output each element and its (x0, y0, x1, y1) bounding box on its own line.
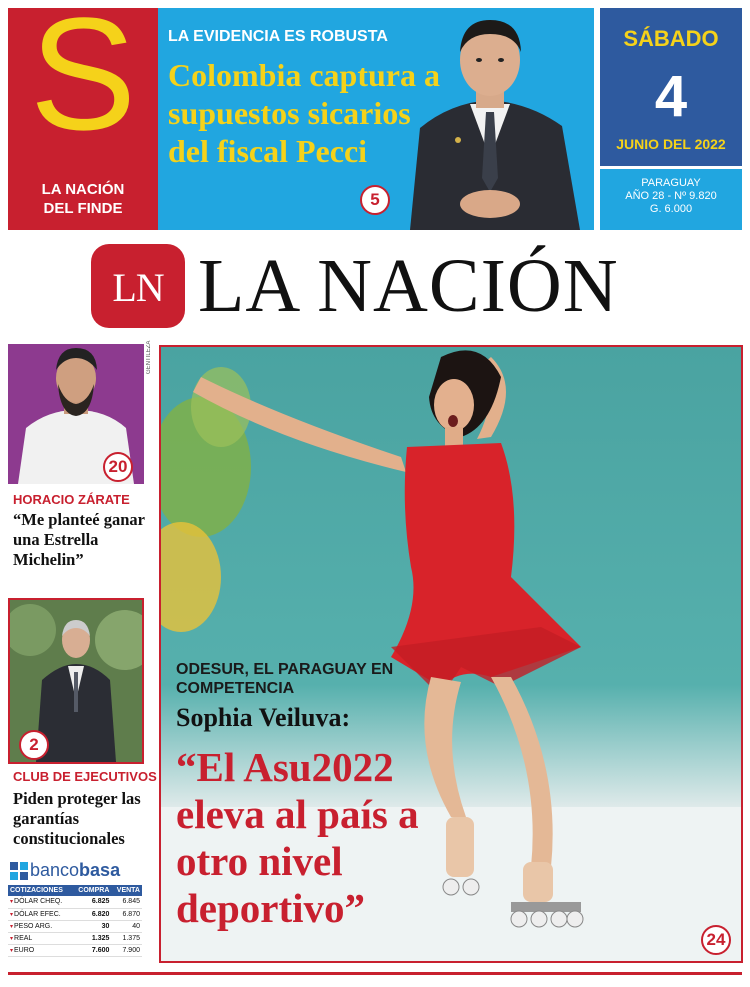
chef-kicker: HORACIO ZÁRATE (13, 492, 130, 507)
rate-buy: 6.820 (72, 908, 111, 920)
table-row (8, 920, 142, 932)
rate-sell: 1.375 (111, 932, 142, 944)
rates-header: COTIZACIONES (8, 885, 72, 896)
rate-label: ▾ REAL (8, 932, 72, 944)
main-story-quote[interactable]: “El Asu2022 eleva al país a otro nivel deportivo” (176, 744, 419, 931)
bank-name: bancobasa (30, 860, 121, 880)
month-year: JUNIO DEL 2022 (616, 136, 726, 152)
executive-headline[interactable]: Piden proteger las garantías constitucionales (13, 789, 141, 848)
rate-buy: 30 (72, 920, 111, 932)
top-story-headline[interactable]: Colombia captura a supuestos sicarios del fiscal Pecci (168, 57, 440, 169)
rate-buy: 1.325 (72, 932, 111, 944)
rate-sell: 7.900 (111, 944, 142, 956)
rate-sell: 6.845 (111, 896, 142, 908)
day-number: 4 (654, 64, 688, 129)
main-story-kicker: ODESUR, EL PARAGUAY EN COMPETENCIA (176, 661, 394, 697)
rate-label: ▾ DÓLAR CHEQ. (8, 896, 72, 908)
top-story-kicker: LA EVIDENCIA ES ROBUSTA (168, 28, 388, 45)
rate-sell: 6.870 (111, 908, 142, 920)
rate-sell: 40 (111, 920, 142, 932)
finde-label: LA NACIÓN DEL FINDE (41, 181, 125, 217)
table-row (8, 908, 142, 920)
ln-logo[interactable] (91, 244, 185, 328)
rate-label: ▾ PESO ARG. (8, 920, 72, 932)
country-label: PARAGUAY (641, 177, 701, 189)
bank-logo-icon (10, 862, 28, 880)
executive-page-badge[interactable]: 2 (19, 730, 49, 760)
exchange-rates-table (8, 885, 142, 957)
edition-number: AÑO 28 - Nº 9.820 (625, 190, 717, 202)
date-box (600, 8, 742, 230)
table-row (8, 932, 142, 944)
table-row (8, 944, 142, 956)
bank-logo (8, 860, 148, 882)
top-story-page-badge[interactable]: 5 (360, 185, 390, 215)
finde-letter: S (29, 0, 137, 163)
table-row (8, 896, 142, 908)
rate-label: ▾ DÓLAR EFEC. (8, 908, 72, 920)
chef-headline[interactable]: “Me planteé ganar una Estrella Michelin” (13, 510, 145, 569)
rate-buy: 7.600 (72, 944, 111, 956)
rates-header: COMPRA (72, 885, 111, 896)
executive-kicker: CLUB DE EJECUTIVOS (13, 769, 157, 784)
photo-credit: GENTILEZA (146, 340, 152, 374)
ln-logo-text: LN (112, 265, 164, 310)
edition-info (600, 169, 742, 230)
chef-page-badge[interactable]: 20 (103, 452, 133, 482)
main-story-subject: Sophia Veiluva: (176, 703, 351, 732)
top-story[interactable] (158, 8, 594, 230)
rate-label: ▾ EURO (8, 944, 72, 956)
finde-section-box[interactable] (8, 0, 158, 230)
footer-divider (8, 972, 742, 975)
day-name: SÁBADO (623, 26, 719, 51)
prosecutor-photo (390, 8, 594, 230)
newspaper-title[interactable]: LA NACIÓN (198, 244, 619, 328)
rate-buy: 6.825 (72, 896, 111, 908)
main-story-page-badge[interactable]: 24 (701, 925, 731, 955)
rates-header-row (8, 885, 142, 896)
date-panel (600, 8, 742, 166)
rates-header: VENTA (111, 885, 142, 896)
price-label: G. 6.000 (649, 203, 693, 215)
